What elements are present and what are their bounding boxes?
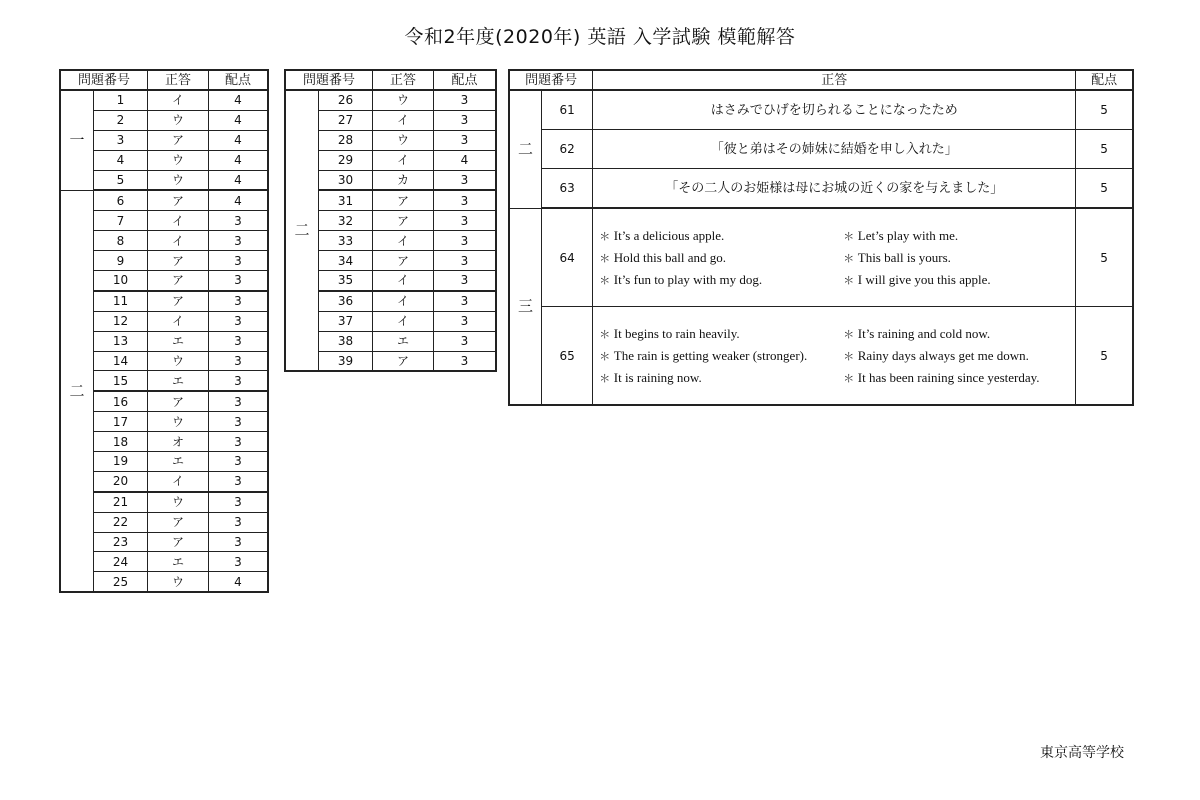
answer-value: ウ [148, 412, 209, 432]
answer-option: ＊ It has been raining since yesterday. [843, 371, 1075, 384]
table-header-row [60, 70, 268, 90]
answer-option: ＊ It’s a delicious apple. [599, 229, 843, 242]
points-value: 3 [434, 331, 497, 351]
answer-option: ＊ This ball is yours. [843, 251, 1075, 264]
header-points: 配点 [1076, 70, 1133, 90]
answer-value: イ [373, 150, 434, 170]
answer-option: ＊ The rain is getting weaker (stronger). [599, 349, 843, 362]
table-row [509, 90, 1133, 130]
header-answer: 正答 [373, 70, 434, 90]
question-number: 64 [542, 208, 593, 307]
section-label: 二 [285, 90, 319, 371]
points-value: 3 [209, 452, 269, 472]
points-value: 3 [209, 492, 269, 512]
points-value: 3 [209, 532, 269, 552]
answer-value: イ [148, 311, 209, 331]
question-number: 29 [319, 150, 373, 170]
table-row [509, 130, 1133, 169]
question-number: 14 [94, 351, 148, 371]
points-value: 5 [1076, 307, 1133, 406]
points-value: 3 [434, 90, 497, 110]
header-points: 配点 [209, 70, 269, 90]
answer-value: イ [148, 211, 209, 231]
answer-value: ウ [148, 492, 209, 512]
answer-option: ＊ It’s raining and cold now. [843, 327, 1075, 340]
answer-value: エ [148, 331, 209, 351]
answer-value: ア [373, 190, 434, 210]
points-value: 3 [209, 552, 269, 572]
question-number: 30 [319, 170, 373, 190]
points-value: 3 [434, 291, 497, 311]
question-number: 7 [94, 211, 148, 231]
points-value: 4 [209, 190, 269, 210]
question-number: 33 [319, 231, 373, 251]
question-number: 22 [94, 512, 148, 532]
answer-table-61-65 [508, 69, 1134, 406]
points-value: 3 [209, 432, 269, 452]
answer-text: 「彼と弟はその姉妹に結婚を申し入れた」 [593, 130, 1076, 169]
points-value: 3 [209, 251, 269, 271]
answer-option: ＊ Hold this ball and go. [599, 251, 843, 264]
table-header-row [285, 70, 496, 90]
header-question-number: 問題番号 [285, 70, 373, 90]
table-body [60, 90, 268, 592]
answer-value: ア [148, 190, 209, 210]
question-number: 11 [94, 291, 148, 311]
answer-table-26-39 [284, 69, 497, 372]
points-value: 3 [209, 311, 269, 331]
answer-value: ア [148, 130, 209, 150]
points-value: 3 [209, 371, 269, 391]
question-number: 18 [94, 432, 148, 452]
points-value: 3 [209, 351, 269, 371]
header-question-number: 問題番号 [509, 70, 593, 90]
answer-table-1-25 [59, 69, 269, 593]
answer-value: ウ [373, 90, 434, 110]
answer-value: ウ [148, 110, 209, 130]
question-number: 63 [542, 169, 593, 209]
answer-value: ウ [373, 130, 434, 150]
question-number: 12 [94, 311, 148, 331]
question-number: 5 [94, 170, 148, 190]
answer-value: ア [148, 251, 209, 271]
points-value: 3 [434, 351, 497, 371]
answer-value: イ [148, 471, 209, 491]
question-number: 36 [319, 291, 373, 311]
points-value: 5 [1076, 130, 1133, 169]
points-value: 3 [209, 291, 269, 311]
answer-value: ア [373, 351, 434, 371]
question-number: 32 [319, 211, 373, 231]
question-number: 15 [94, 371, 148, 391]
page-title: 令和2年度(2020年) 英語 入学試験 模範解答 [404, 26, 796, 48]
question-number: 9 [94, 251, 148, 271]
points-value: 3 [434, 271, 497, 291]
points-value: 3 [209, 231, 269, 251]
points-value: 3 [434, 170, 497, 190]
header-answer: 正答 [593, 70, 1076, 90]
points-value: 5 [1076, 90, 1133, 130]
answer-value: エ [148, 371, 209, 391]
question-number: 4 [94, 150, 148, 170]
answer-option: ＊ It’s fun to play with my dog. [599, 273, 843, 286]
points-value: 3 [209, 331, 269, 351]
answer-value: ア [373, 211, 434, 231]
table-row [285, 90, 496, 110]
question-number: 62 [542, 130, 593, 169]
points-value: 3 [434, 231, 497, 251]
answer-value: ウ [148, 572, 209, 592]
answer-value: ウ [148, 170, 209, 190]
header-points: 配点 [434, 70, 497, 90]
points-value: 3 [209, 412, 269, 432]
answer-value: ア [148, 532, 209, 552]
points-value: 3 [434, 130, 497, 150]
points-value: 3 [209, 512, 269, 532]
answer-text: はさみでひげを切られることになったため [593, 90, 1076, 130]
question-number: 28 [319, 130, 373, 150]
table-header-row [509, 70, 1133, 90]
question-number: 8 [94, 231, 148, 251]
points-value: 3 [209, 211, 269, 231]
points-value: 5 [1076, 208, 1133, 307]
question-number: 24 [94, 552, 148, 572]
points-value: 3 [434, 311, 497, 331]
answer-value: イ [373, 291, 434, 311]
question-number: 23 [94, 532, 148, 552]
answer-value: ア [148, 391, 209, 411]
points-value: 4 [209, 572, 269, 592]
question-number: 3 [94, 130, 148, 150]
points-value: 3 [434, 190, 497, 210]
answer-value: カ [373, 170, 434, 190]
answer-value: エ [148, 552, 209, 572]
answer-value: ア [148, 512, 209, 532]
question-number: 20 [94, 471, 148, 491]
table-row [509, 169, 1133, 209]
header-question-number: 問題番号 [60, 70, 148, 90]
question-number: 39 [319, 351, 373, 371]
question-number: 6 [94, 190, 148, 210]
points-value: 3 [434, 251, 497, 271]
header-answer: 正答 [148, 70, 209, 90]
section-label: 二 [60, 190, 94, 592]
answer-value: イ [148, 90, 209, 110]
points-value: 4 [209, 130, 269, 150]
answer-value: イ [373, 231, 434, 251]
answer-option: ＊ I will give you this apple. [843, 273, 1075, 286]
table-row [509, 208, 1133, 307]
answer-value: エ [373, 331, 434, 351]
question-number: 35 [319, 271, 373, 291]
points-value: 4 [209, 170, 269, 190]
section-label: 三 [509, 208, 542, 405]
points-value: 3 [209, 271, 269, 291]
answer-value: ウ [148, 351, 209, 371]
table-body [285, 90, 496, 371]
answer-options [593, 307, 1076, 406]
answer-value: ア [148, 271, 209, 291]
question-number: 13 [94, 331, 148, 351]
table-row [509, 307, 1133, 406]
answer-text: 「その二人のお姫様は母にお城の近くの家を与えました」 [593, 169, 1076, 209]
points-value: 4 [209, 90, 269, 110]
answer-value: ア [148, 291, 209, 311]
question-number: 61 [542, 90, 593, 130]
question-number: 25 [94, 572, 148, 592]
table-row [60, 90, 268, 110]
answer-value: イ [373, 110, 434, 130]
table-row [60, 190, 268, 210]
answer-value: ア [373, 251, 434, 271]
section-label: 一 [60, 90, 94, 190]
answer-option: ＊ It is raining now. [599, 371, 843, 384]
points-value: 3 [434, 110, 497, 130]
points-value: 3 [434, 211, 497, 231]
question-number: 26 [319, 90, 373, 110]
points-value: 4 [209, 150, 269, 170]
answer-value: イ [148, 231, 209, 251]
answer-value: イ [373, 311, 434, 331]
question-number: 19 [94, 452, 148, 472]
question-number: 38 [319, 331, 373, 351]
question-number: 31 [319, 190, 373, 210]
question-number: 27 [319, 110, 373, 130]
question-number: 65 [542, 307, 593, 406]
school-name: 東京高等学校 [1040, 745, 1124, 761]
answer-option: ＊ Rainy days always get me down. [843, 349, 1075, 362]
points-value: 4 [209, 110, 269, 130]
question-number: 21 [94, 492, 148, 512]
question-number: 17 [94, 412, 148, 432]
answer-value: ウ [148, 150, 209, 170]
answer-option: ＊ It begins to rain heavily. [599, 327, 843, 340]
answer-value: オ [148, 432, 209, 452]
points-value: 5 [1076, 169, 1133, 209]
points-value: 3 [209, 391, 269, 411]
answer-options [593, 208, 1076, 307]
question-number: 1 [94, 90, 148, 110]
question-number: 2 [94, 110, 148, 130]
answer-option: ＊ Let’s play with me. [843, 229, 1075, 242]
answer-value: イ [373, 271, 434, 291]
section-label: 二 [509, 90, 542, 208]
points-value: 3 [209, 471, 269, 491]
question-number: 10 [94, 271, 148, 291]
question-number: 34 [319, 251, 373, 271]
question-number: 16 [94, 391, 148, 411]
question-number: 37 [319, 311, 373, 331]
answer-value: エ [148, 452, 209, 472]
points-value: 4 [434, 150, 497, 170]
